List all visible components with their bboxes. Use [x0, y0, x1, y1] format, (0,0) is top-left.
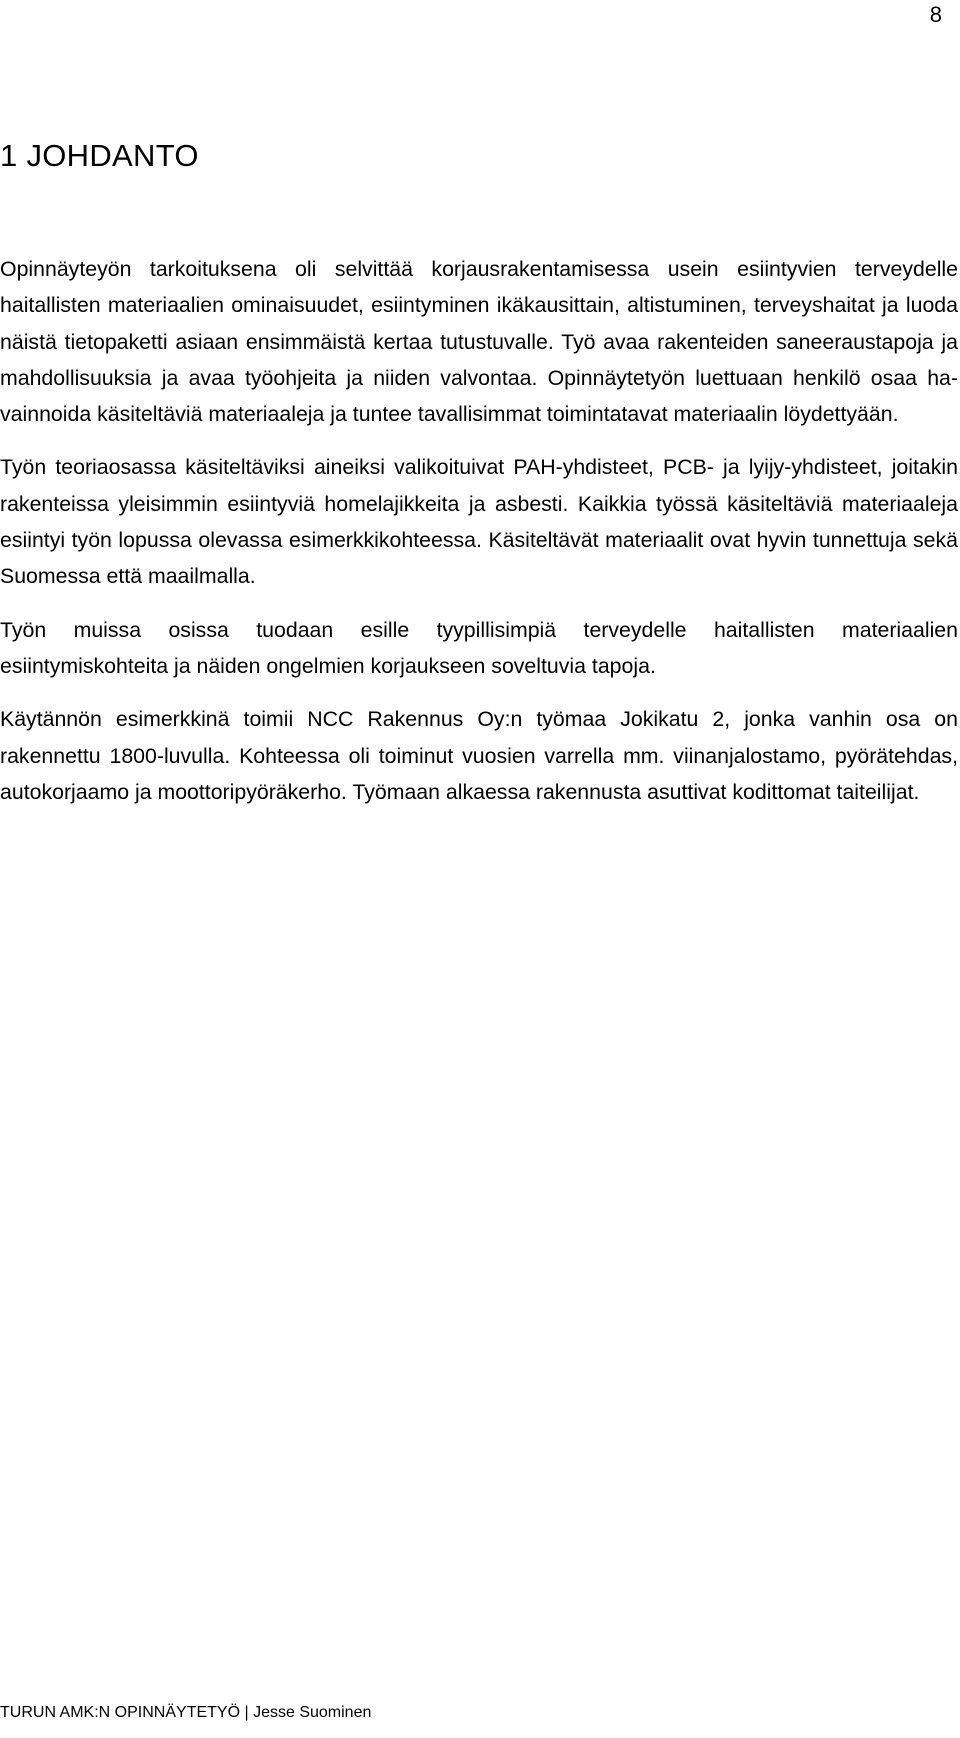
body-text: [0, 251, 958, 827]
paragraph-other-parts: Työn muissa osissa tuodaan esille tyypillisimpiä terveydelle haitallisten materiaalien esiintymiskohteita ja näiden ongelmien korjaukseen soveltuvia tapoja.: [0, 617, 958, 678]
page-footer: TURUN AMK:N OPINNÄYTETYÖ | Jesse Suominen: [0, 1704, 372, 1721]
chapter-heading: 1 JOHDANTO: [0, 138, 199, 173]
paragraph-example: Käytännön esimerkkinä toimii NCC Rakennus Oy:n työmaa Jokikatu 2, jonka vanhin osa on rakennettu 1800-luvulla. Kohteessa oli toiminut vuosien varrella mm. viinanjalostamo, pyörätehdas, autokorjaamo ja moottoripyöräkerho. Työmaan alkaessa rakennusta asuttivat kodittomat taiteilijat.: [0, 707, 958, 804]
paragraph-purpose: Opinnäyteyön tarkoituksena oli selvittää korjausrakentamisessa usein esiintyvien terveydelle haitallisten materiaalien ominaisuudet, esiintyminen ikäkausittain, altistuminen, terveyshaitat ja luoda näistä tietopaketti asiaan ensimmäistä kertaa tutustuvalle. Työ avaa rakenteiden saneeraustapoja ja mahdollisuuksia ja avaa työohjeita ja niiden valvontaa. Opinnäytetyön luettuaan henkilö osaa havainnoida käsiteltäviä materiaaleja ja tuntee tavallisimmat toimintatavat materiaalin löydettyään.: [0, 257, 958, 427]
paragraph-theory: Työn teoriaosassa käsiteltäviksi aineiksi valikoituivat PAH-yhdisteet, PCB- ja lyijy-yhdisteet, joitakin rakenteissa yleisimmin esiintyviä homelajikkeita ja asbesti. Kaikkia työssä käsiteltäviä materiaaleja esiintyi työn lopussa olevassa esimerkkikohteessa. Käsiteltävät materiaalit ovat hyvin tunnettuja sekä Suomessa että maailmalla.: [0, 455, 958, 589]
page-number: 8: [929, 2, 942, 27]
